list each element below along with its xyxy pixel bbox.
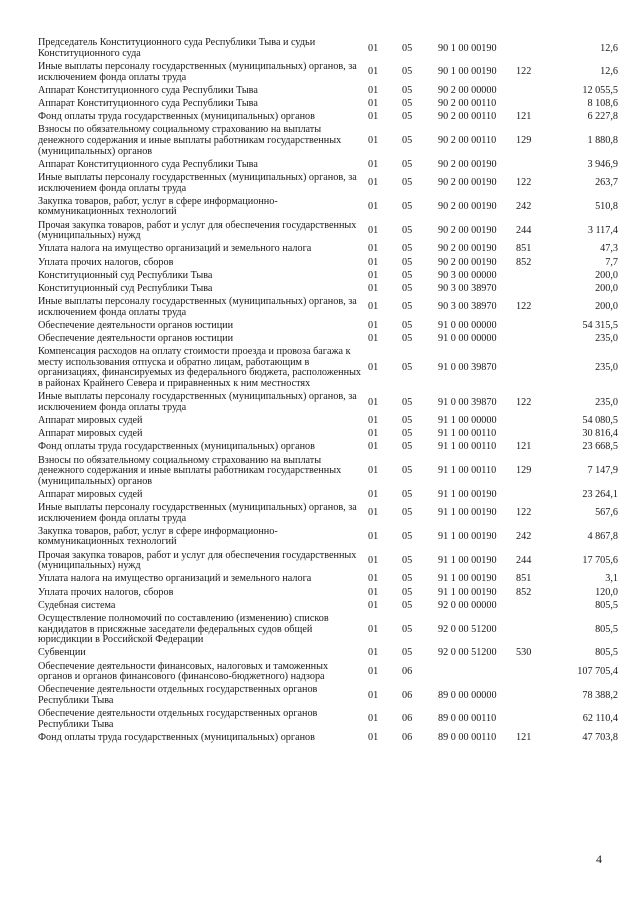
amount: 7,7 [605,256,618,268]
subsection-code: 05 [402,362,413,374]
subsection-code: 06 [402,731,413,743]
table-row [38,61,618,85]
target-item-code: 92 0 00 51200 [438,623,497,635]
target-item-code: 91 1 00 00110 [438,465,497,477]
subsection-code: 05 [402,333,413,345]
subsection-code: 05 [402,243,413,255]
target-item-code: 90 1 00 00190 [438,66,497,78]
section-code: 01 [368,428,379,440]
target-item-code: 90 2 00 00190 [438,256,497,268]
expense-type-code: 122 [516,177,532,189]
subsection-code: 05 [402,647,413,659]
target-item-code: 91 1 00 00190 [438,531,497,543]
subsection-code: 05 [402,269,413,281]
table-row [38,708,618,732]
expense-type-code: 852 [516,586,532,598]
table-row [38,172,618,196]
table-row [38,195,618,219]
amount: 510,8 [595,201,618,213]
subsection-code: 05 [402,158,413,170]
section-code: 01 [368,333,379,345]
row-name: Председатель Конституционного суда Республики Тыва и судьи Конституционного суда [38,37,316,59]
section-code: 01 [368,531,379,543]
section-code: 01 [368,665,379,677]
expense-type-code: 851 [516,573,532,585]
target-item-code: 90 2 00 00190 [438,158,497,170]
table-row [38,346,618,391]
amount: 23 264,1 [582,488,618,500]
subsection-code: 05 [402,135,413,147]
section-code: 01 [368,414,379,426]
amount: 235,0 [595,362,618,374]
amount: 17 705,6 [582,554,618,566]
subsection-code: 05 [402,201,413,213]
table-row [38,124,618,158]
subsection-code: 05 [402,66,413,78]
subsection-code: 05 [402,488,413,500]
row-name: Иные выплаты персоналу государственных (муниципальных) органов, за исключением фонда оплаты труда [38,171,357,194]
row-name: Аппарат Конституционного суда Республики Тыва [38,98,258,110]
amount: 805,5 [595,647,618,659]
row-name: Конституционный суд Республики Тыва [38,282,213,294]
section-code: 01 [368,647,379,659]
table-row [38,333,618,346]
target-item-code: 91 1 00 00110 [438,441,497,453]
section-code: 01 [368,98,379,110]
subsection-code: 05 [402,84,413,96]
table-row [38,660,618,684]
table-row [38,85,618,98]
table-row [38,586,618,599]
target-item-code: 92 0 00 51200 [438,647,497,659]
subsection-code: 05 [402,554,413,566]
row-name: Судебная система [38,599,116,611]
row-name: Уплата прочих налогов, сборов [38,586,174,598]
row-name: Уплата налога на имущество организаций и земельного налога [38,243,312,255]
target-item-code: 91 1 00 00190 [438,507,497,519]
table-row [38,441,618,454]
subsection-code: 05 [402,428,413,440]
section-code: 01 [368,441,379,453]
row-name: Иные выплаты персоналу государственных (муниципальных) органов, за исключением фонда оплаты труда [38,296,357,318]
section-code: 01 [368,243,379,255]
row-name: Обеспечение деятельности финансовых, налоговых и таможенных органов и органов финансового (финансово-бюджетного) надзора [38,660,329,683]
expense-type-code: 244 [516,554,532,566]
section-code: 01 [368,84,379,96]
section-code: 01 [368,319,379,331]
table-row [38,613,618,647]
row-name: Иные выплаты персоналу государственных (муниципальных) органов, за исключением фонда оплаты труда [38,502,357,524]
table-row [38,111,618,124]
target-item-code: 91 1 00 00110 [438,428,497,440]
amount: 3 946,9 [587,158,618,170]
amount: 1 880,8 [587,135,618,147]
row-name: Закупка товаров, работ, услуг в сфере информационно-коммуникационных технологий [38,525,278,548]
table-row [38,37,618,61]
amount: 200,0 [595,301,618,313]
section-code: 01 [368,554,379,566]
expense-type-code: 121 [516,111,532,123]
table-row [38,454,618,488]
expense-type-code: 121 [516,441,532,453]
table-row [38,415,618,428]
section-code: 01 [368,135,379,147]
subsection-code: 05 [402,623,413,635]
section-code: 01 [368,465,379,477]
row-name: Обеспечение деятельности органов юстиции [38,333,234,345]
section-code: 01 [368,586,379,598]
amount: 23 668,5 [582,441,618,453]
row-name: Аппарат мировых судей [38,428,143,440]
amount: 30 816,4 [582,428,618,440]
amount: 12 055,5 [582,84,618,96]
subsection-code: 05 [402,465,413,477]
amount: 107 705,4 [577,665,618,677]
expense-type-code: 122 [516,301,532,313]
subsection-code: 05 [402,586,413,598]
subsection-code: 06 [402,689,413,701]
subsection-code: 05 [402,301,413,313]
target-item-code: 89 0 00 00110 [438,713,497,725]
row-name: Обеспечение деятельности отдельных государственных органов Республики Тыва [38,708,318,730]
expense-type-code: 129 [516,135,532,147]
row-name: Обеспечение деятельности органов юстиции [38,319,234,331]
expense-type-code: 530 [516,647,532,659]
row-name: Аппарат Конституционного суда Республики Тыва [38,158,258,170]
expense-type-code: 129 [516,465,532,477]
row-name: Прочая закупка товаров, работ и услуг для обеспечения государственных (муниципальных) нужд [38,549,357,572]
section-code: 01 [368,507,379,519]
target-item-code: 90 3 00 38970 [438,282,497,294]
table-row [38,732,618,745]
amount: 54 080,5 [582,414,618,426]
section-code: 01 [368,362,379,374]
target-item-code: 89 0 00 00000 [438,689,497,701]
table-row [38,320,618,333]
table-row [38,647,618,660]
section-code: 01 [368,623,379,635]
amount: 200,0 [595,269,618,281]
expense-type-code: 244 [516,224,532,236]
row-name: Фонд оплаты труда государственных (муниципальных) органов [38,111,315,123]
table-row [38,489,618,502]
target-item-code: 91 1 00 00190 [438,573,497,585]
subsection-code: 05 [402,396,413,408]
section-code: 01 [368,573,379,585]
row-name: Закупка товаров, работ, услуг в сфере информационно-коммуникационных технологий [38,195,278,218]
section-code: 01 [368,396,379,408]
target-item-code: 91 0 00 39870 [438,362,497,374]
expense-type-code: 852 [516,256,532,268]
subsection-code: 05 [402,319,413,331]
table-row [38,573,618,586]
amount: 567,6 [595,507,618,519]
amount: 47,3 [600,243,618,255]
table-row [38,526,618,550]
target-item-code: 91 1 00 00190 [438,586,497,598]
expense-type-code: 242 [516,531,532,543]
amount: 3 117,4 [587,224,618,236]
table-row [38,684,618,708]
subsection-code: 05 [402,414,413,426]
target-item-code: 91 0 00 00000 [438,319,497,331]
row-name: Взносы по обязательному социальному страхованию на выплаты денежного содержания и иные выплаты работникам государственных (муниципальных) органов [38,124,342,157]
target-item-code: 90 2 00 00000 [438,84,497,96]
subsection-code: 05 [402,507,413,519]
table-row [38,98,618,111]
amount: 4 867,8 [587,531,618,543]
table-row [38,159,618,172]
expense-type-code: 122 [516,396,532,408]
amount: 47 703,8 [582,731,618,743]
target-item-code: 92 0 00 00000 [438,599,497,611]
section-code: 01 [368,158,379,170]
amount: 78 388,2 [582,689,618,701]
table-row [38,600,618,613]
subsection-code: 05 [402,256,413,268]
row-name: Осуществление полномочий по составлению (изменению) списков кандидатов в присяжные заседатели федеральных судов общей юрисдикции в Российской Федерации [38,613,329,646]
table-row [38,283,618,296]
section-code: 01 [368,177,379,189]
row-name: Уплата прочих налогов, сборов [38,256,174,268]
table-row [38,428,618,441]
table-row [38,502,618,526]
table-row [38,549,618,573]
amount: 235,0 [595,396,618,408]
expense-type-code: 851 [516,243,532,255]
amount: 200,0 [595,282,618,294]
subsection-code: 05 [402,599,413,611]
section-code: 01 [368,599,379,611]
target-item-code: 90 2 00 00110 [438,111,497,123]
amount: 805,5 [595,599,618,611]
subsection-code: 05 [402,531,413,543]
section-code: 01 [368,488,379,500]
row-name: Аппарат мировых судей [38,488,143,500]
target-item-code: 90 2 00 00190 [438,201,497,213]
target-item-code: 91 1 00 00000 [438,414,497,426]
section-code: 01 [368,111,379,123]
target-item-code: 90 3 00 38970 [438,301,497,313]
row-name: Иные выплаты персоналу государственных (муниципальных) органов, за исключением фонда оплаты труда [38,61,357,83]
subsection-code: 05 [402,98,413,110]
table-row [38,256,618,269]
subsection-code: 05 [402,441,413,453]
subsection-code: 05 [402,177,413,189]
row-name: Компенсация расходов на оплату стоимости проезда и провоза багажа к месту использования отпуска и обратно лицам, работающим в организациях, финансируемых из федерального бюджета, расположенных в районах Крайнего Севера и приравненных к ним местностях [38,346,362,390]
target-item-code: 90 2 00 00110 [438,98,497,110]
section-code: 01 [368,713,379,725]
section-code: 01 [368,42,379,54]
row-name: Фонд оплаты труда государственных (муниципальных) органов [38,731,315,743]
row-name: Иные выплаты персоналу государственных (муниципальных) органов, за исключением фонда оплаты труда [38,391,357,413]
target-item-code: 91 0 00 39870 [438,396,497,408]
table-row [38,243,618,256]
amount: 235,0 [595,333,618,345]
target-item-code: 91 1 00 00190 [438,488,497,500]
amount: 12,6 [600,42,618,54]
section-code: 01 [368,201,379,213]
target-item-code: 90 2 00 00190 [438,177,497,189]
amount: 12,6 [600,66,618,78]
budget-table [38,37,618,745]
section-code: 01 [368,282,379,294]
page-number: 4 [596,852,602,866]
section-code: 01 [368,689,379,701]
row-name: Конституционный суд Республики Тыва [38,269,213,281]
target-item-code: 90 2 00 00110 [438,135,497,147]
row-name: Взносы по обязательному социальному страхованию на выплаты денежного содержания и иные выплаты работникам государственных (муниципальных) органов [38,454,342,487]
amount: 8 108,6 [587,98,618,110]
expense-type-code: 121 [516,731,532,743]
target-item-code: 90 3 00 00000 [438,269,497,281]
subsection-code: 05 [402,224,413,236]
target-item-code: 90 2 00 00190 [438,224,497,236]
target-item-code: 90 2 00 00190 [438,243,497,255]
row-name: Обеспечение деятельности отдельных государственных органов Республики Тыва [38,684,318,706]
subsection-code: 06 [402,713,413,725]
table-row [38,296,618,320]
expense-type-code: 242 [516,201,532,213]
target-item-code: 91 1 00 00190 [438,554,497,566]
row-name: Аппарат мировых судей [38,414,143,426]
subsection-code: 06 [402,665,413,677]
target-item-code: 89 0 00 00110 [438,731,497,743]
subsection-code: 05 [402,111,413,123]
target-item-code: 90 1 00 00190 [438,42,497,54]
section-code: 01 [368,301,379,313]
amount: 62 110,4 [582,713,618,725]
target-item-code: 91 0 00 00000 [438,333,497,345]
table-row [38,219,618,243]
subsection-code: 05 [402,573,413,585]
section-code: 01 [368,256,379,268]
section-code: 01 [368,269,379,281]
expense-type-code: 122 [516,66,532,78]
amount: 805,5 [595,623,618,635]
subsection-code: 05 [402,282,413,294]
expense-type-code: 122 [516,507,532,519]
row-name: Фонд оплаты труда государственных (муниципальных) органов [38,441,315,453]
amount: 3,1 [605,573,618,585]
subsection-code: 05 [402,42,413,54]
table-row [38,391,618,415]
amount: 7 147,9 [587,465,618,477]
row-name: Прочая закупка товаров, работ и услуг для обеспечения государственных (муниципальных) нужд [38,219,357,242]
section-code: 01 [368,731,379,743]
amount: 6 227,8 [587,111,618,123]
amount: 120,0 [595,586,618,598]
row-name: Уплата налога на имущество организаций и земельного налога [38,573,312,585]
amount: 263,7 [595,177,618,189]
section-code: 01 [368,66,379,78]
row-name: Субвенции [38,647,86,659]
table-row [38,269,618,282]
row-name: Аппарат Конституционного суда Республики Тыва [38,84,258,96]
section-code: 01 [368,224,379,236]
amount: 54 315,5 [582,319,618,331]
